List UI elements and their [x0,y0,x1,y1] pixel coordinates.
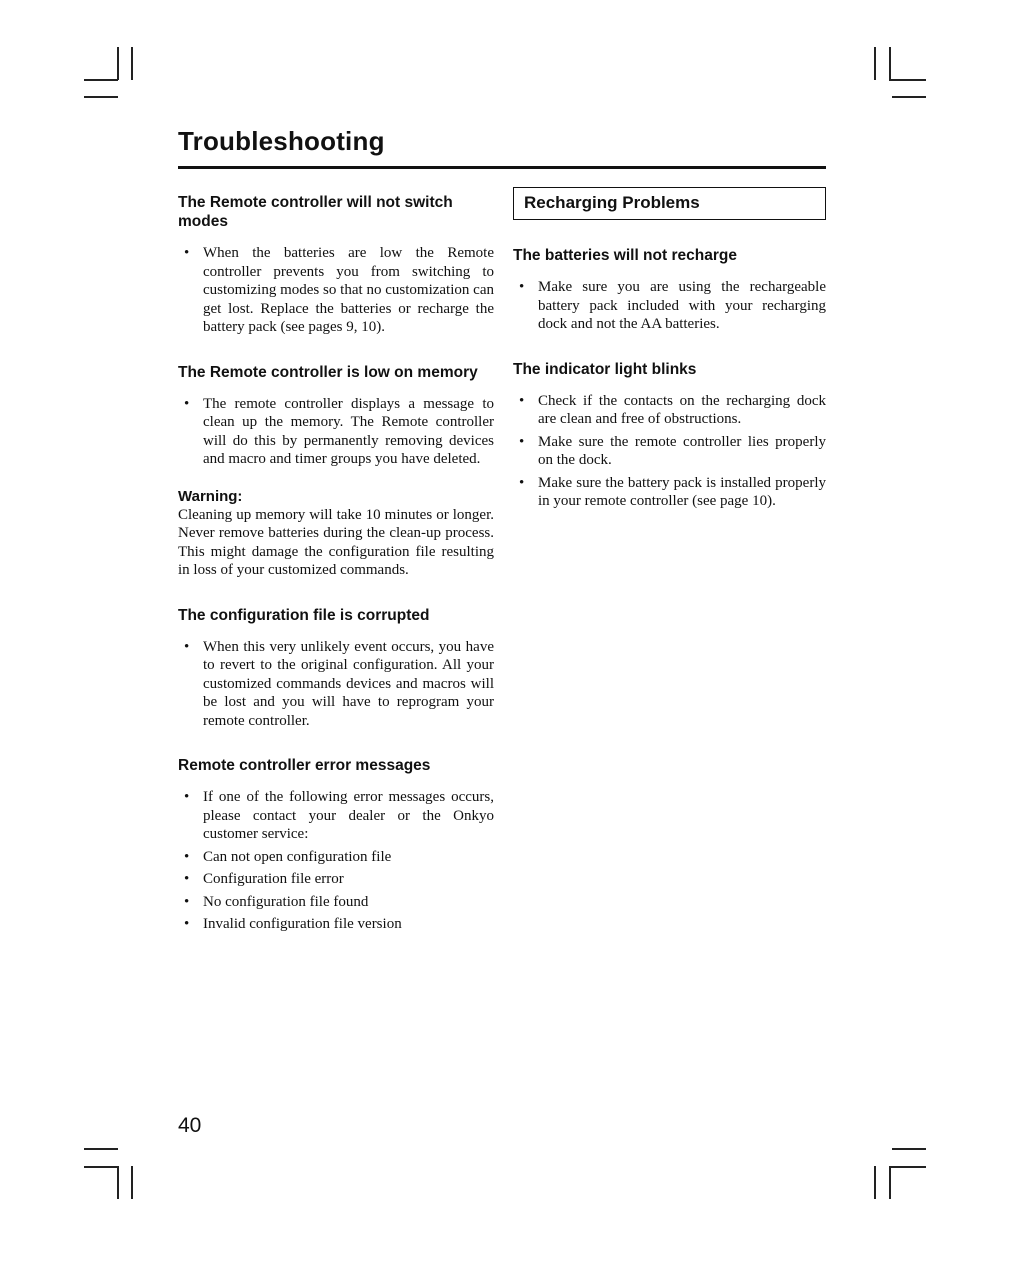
list-item [178,848,494,867]
left-column [178,193,494,960]
bullet-list [178,788,494,934]
section-heading: The indicator light blinks [513,360,697,378]
list-item-text: When the batteries are low the Remote controller prevents you from switching to customizing modes so that no customization can get lost. Replace the batteries or recharge the battery pack (see pages 9, 10). [203,245,494,335]
section-config-corrupted [178,606,494,731]
bullet-icon: • [519,474,525,491]
bullet-list [513,278,826,334]
list-item-text: If one of the following error messages occurs, please contact your dealer or the Onkyo customer service: [203,789,494,842]
bullet-icon: • [184,871,190,887]
crop-mark-bottom-left [131,1166,133,1199]
crop-mark-top-right [889,47,891,80]
title-rule [178,166,826,169]
box-title: Recharging Problems [524,193,700,212]
recharging-problems-box [513,187,826,220]
bullet-icon: • [184,395,190,412]
section-low-memory [178,363,494,580]
section-switch-modes [178,193,494,337]
crop-mark-top-right [892,96,926,98]
page-number: 40 [178,1114,202,1137]
crop-mark-bottom-left [84,1148,118,1150]
crop-mark-top-right [889,79,926,81]
bullet-icon: • [184,916,190,932]
bullet-icon: • [184,893,190,910]
list-item-text: Configuration file error [203,871,344,887]
bullet-icon: • [184,638,190,655]
section-heading: Remote controller error messages [178,757,431,774]
section-heading: The Remote controller will not switch modes [178,194,453,230]
list-item-text: Invalid configuration file version [203,916,402,932]
bullet-icon: • [519,279,525,295]
list-item [178,870,494,889]
list-item-text: Can not open configuration file [203,848,392,865]
list-item [178,915,494,934]
crop-mark-bottom-right [889,1166,926,1168]
section-heading: The Remote controller is low on memory [178,363,478,381]
list-item [178,244,494,337]
bullet-icon: • [184,848,190,865]
crop-mark-top-right [874,47,876,80]
right-column [513,187,826,537]
crop-mark-bottom-left [84,1166,118,1168]
bullet-icon: • [184,789,190,805]
list-item-text: Make sure the remote controller lies properly on the dock. [538,433,826,468]
crop-mark-bottom-right [874,1166,876,1199]
crop-mark-bottom-left [117,1166,119,1199]
bullet-icon: • [184,245,190,261]
list-item [178,788,494,844]
list-item [178,395,494,469]
bullet-list [178,395,494,469]
bullet-list [178,638,494,731]
list-item [178,893,494,912]
section-heading: The batteries will not recharge [513,247,737,264]
bullet-icon: • [519,433,525,450]
section-wont-recharge [513,246,826,334]
bullet-list [178,244,494,337]
warning-title: Warning: [178,487,243,505]
list-item-text: Check if the contacts on the recharging dock are clean and free of obstructions. [538,392,826,427]
list-item [513,392,826,429]
section-heading: The configuration file is corrupted [178,606,430,624]
list-item [513,278,826,334]
list-item [513,474,826,511]
crop-mark-top-left [84,96,118,98]
list-item [513,433,826,470]
list-item-text: Make sure you are using the rechargeable battery pack included with your recharging dock and not the AA batteries. [538,279,826,332]
list-item [178,638,494,731]
crop-mark-top-left [84,79,118,81]
list-item-text: The remote controller displays a message to clean up the memory. The Remote controller will do this by permanently removing devices and macro and timer groups you have deleted. [203,395,494,467]
bullet-list [513,392,826,511]
crop-mark-bottom-right [889,1166,891,1199]
crop-mark-bottom-right [892,1148,926,1150]
page-title: Troubleshooting [178,126,385,156]
bullet-icon: • [519,392,525,409]
list-item-text: When this very unlikely event occurs, you have to revert to the original configuration. All your customized commands devices and macros will be lost and you will have to reprogram your remote controller. [203,638,494,729]
crop-mark-top-left [117,47,119,80]
list-item-text: Make sure the battery pack is installed properly in your remote controller (see page 10). [538,474,826,509]
warning-text: Cleaning up memory will take 10 minutes or longer. Never remove batteries during the clean-up process. This might damage the configuration file resulting in loss of your customized commands. [178,506,494,578]
section-error-messages [178,756,494,934]
list-item-text: No configuration file found [203,893,369,910]
section-light-blinks [513,360,826,511]
crop-mark-top-left [131,47,133,80]
